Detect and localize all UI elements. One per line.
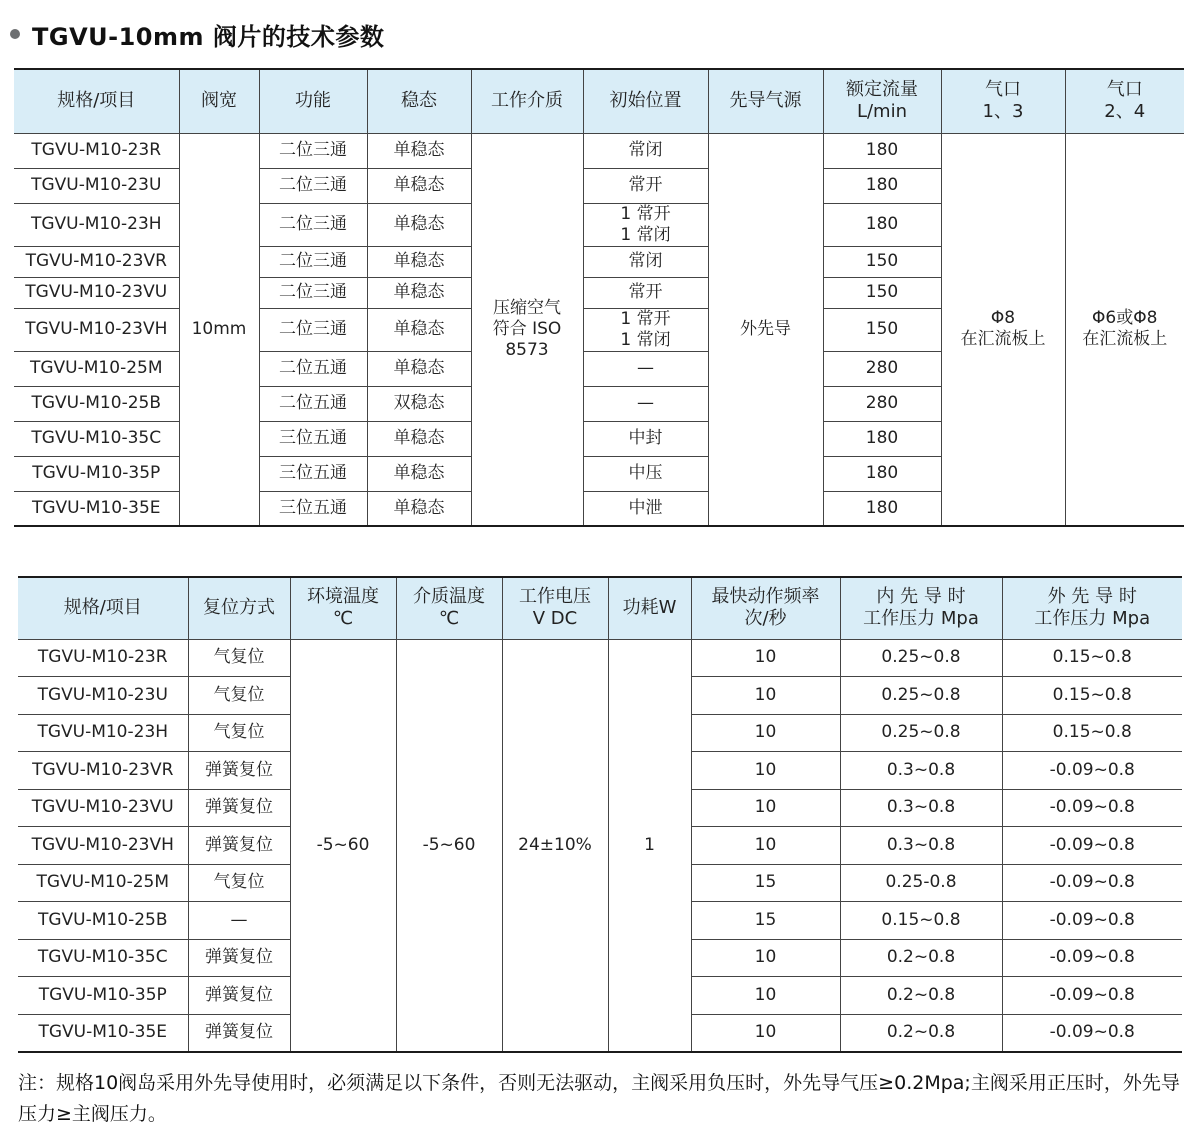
section-header xyxy=(10,18,384,50)
col-header: 气口 2、4 xyxy=(1065,69,1184,133)
function-cell: 三位五通 xyxy=(259,491,367,526)
reset-mode-cell: — xyxy=(188,902,290,940)
table-row xyxy=(18,639,1182,677)
col-header: 工作电压 V DC xyxy=(502,577,608,639)
frequency-cell: 10 xyxy=(691,639,840,677)
function-cell: 二位三通 xyxy=(259,133,367,168)
col-header: 工作介质 xyxy=(471,69,583,133)
pilot-source-cell: 外先导 xyxy=(708,133,823,526)
model-cell: TGVU-M10-25M xyxy=(18,864,188,902)
reset-mode-cell: 弹簧复位 xyxy=(188,827,290,865)
state-cell: 单稳态 xyxy=(367,351,471,386)
flow-cell: 280 xyxy=(823,386,941,421)
inner-pilot-pressure-cell: 0.25~0.8 xyxy=(840,677,1002,715)
col-header: 稳态 xyxy=(367,69,471,133)
model-cell: TGVU-M10-35P xyxy=(18,977,188,1015)
function-cell: 二位五通 xyxy=(259,386,367,421)
flow-cell: 180 xyxy=(823,168,941,203)
outer-pilot-pressure-cell: -0.09~0.8 xyxy=(1002,789,1182,827)
function-cell: 二位三通 xyxy=(259,203,367,246)
state-cell: 单稳态 xyxy=(367,133,471,168)
flow-cell: 180 xyxy=(823,421,941,456)
model-cell: TGVU-M10-23VR xyxy=(18,752,188,790)
reset-mode-cell: 弹簧复位 xyxy=(188,1014,290,1052)
inner-pilot-pressure-cell: 0.3~0.8 xyxy=(840,789,1002,827)
function-cell: 二位三通 xyxy=(259,246,367,277)
reset-mode-cell: 弹簧复位 xyxy=(188,789,290,827)
flow-cell: 180 xyxy=(823,456,941,491)
outer-pilot-pressure-cell: 0.15~0.8 xyxy=(1002,677,1182,715)
port-13-cell: Φ8 在汇流板上 xyxy=(941,133,1065,526)
inner-pilot-pressure-cell: 0.25~0.8 xyxy=(840,639,1002,677)
frequency-cell: 10 xyxy=(691,977,840,1015)
initial-position-cell: 中泄 xyxy=(583,491,708,526)
reset-mode-cell: 弹簧复位 xyxy=(188,977,290,1015)
footnote: 注：规格10阀岛采用外先导使用时，必须满足以下条件，否则无法驱动，主阀采用负压时，外先导气压≥0.2Mpa;主阀采用正压时，外先导压力≥主阀压力。 xyxy=(18,1072,1180,1125)
inner-pilot-pressure-cell: 0.2~0.8 xyxy=(840,939,1002,977)
frequency-cell: 10 xyxy=(691,789,840,827)
function-cell: 三位五通 xyxy=(259,421,367,456)
state-cell: 单稳态 xyxy=(367,277,471,308)
function-cell: 二位三通 xyxy=(259,168,367,203)
outer-pilot-pressure-cell: -0.09~0.8 xyxy=(1002,1014,1182,1052)
model-cell: TGVU-M10-23VR xyxy=(14,246,179,277)
model-cell: TGVU-M10-23H xyxy=(14,203,179,246)
table-row xyxy=(14,133,1184,168)
bullet-icon xyxy=(10,29,20,39)
col-header: 阀宽 xyxy=(179,69,259,133)
outer-pilot-pressure-cell: 0.15~0.8 xyxy=(1002,639,1182,677)
col-header: 复位方式 xyxy=(188,577,290,639)
state-cell: 单稳态 xyxy=(367,456,471,491)
outer-pilot-pressure-cell: -0.09~0.8 xyxy=(1002,752,1182,790)
power-cell: 1 xyxy=(608,639,691,1052)
col-header: 规格/项目 xyxy=(18,577,188,639)
reset-mode-cell: 气复位 xyxy=(188,714,290,752)
state-cell: 单稳态 xyxy=(367,203,471,246)
voltage-cell: 24±10% xyxy=(502,639,608,1052)
model-cell: TGVU-M10-23VH xyxy=(18,827,188,865)
model-cell: TGVU-M10-35E xyxy=(14,491,179,526)
initial-position-cell: — xyxy=(583,351,708,386)
pressure-spec-table xyxy=(18,576,1182,1053)
frequency-cell: 10 xyxy=(691,752,840,790)
model-cell: TGVU-M10-35C xyxy=(18,939,188,977)
col-header: 功能 xyxy=(259,69,367,133)
reset-mode-cell: 弹簧复位 xyxy=(188,939,290,977)
inner-pilot-pressure-cell: 0.15~0.8 xyxy=(840,902,1002,940)
state-cell: 单稳态 xyxy=(367,246,471,277)
initial-position-cell: 常闭 xyxy=(583,133,708,168)
initial-position-cell: — xyxy=(583,386,708,421)
col-header: 气口 1、3 xyxy=(941,69,1065,133)
initial-position-cell: 1 常开 1 常闭 xyxy=(583,203,708,246)
model-cell: TGVU-M10-23VU xyxy=(14,277,179,308)
col-header: 规格/项目 xyxy=(14,69,179,133)
model-cell: TGVU-M10-25B xyxy=(18,902,188,940)
initial-position-cell: 常开 xyxy=(583,168,708,203)
state-cell: 单稳态 xyxy=(367,308,471,351)
col-header: 先导气源 xyxy=(708,69,823,133)
port-24-cell: Φ6或Φ8 在汇流板上 xyxy=(1065,133,1184,526)
model-cell: TGVU-M10-35C xyxy=(14,421,179,456)
medium-cell: 压缩空气 符合 ISO 8573 xyxy=(471,133,583,526)
inner-pilot-pressure-cell: 0.2~0.8 xyxy=(840,977,1002,1015)
model-cell: TGVU-M10-23U xyxy=(14,168,179,203)
outer-pilot-pressure-cell: -0.09~0.8 xyxy=(1002,902,1182,940)
model-cell: TGVU-M10-25M xyxy=(14,351,179,386)
inner-pilot-pressure-cell: 0.3~0.8 xyxy=(840,827,1002,865)
model-cell: TGVU-M10-35E xyxy=(18,1014,188,1052)
outer-pilot-pressure-cell: 0.15~0.8 xyxy=(1002,714,1182,752)
col-header: 内 先 导 时 工作压力 Mpa xyxy=(840,577,1002,639)
flow-cell: 180 xyxy=(823,133,941,168)
model-cell: TGVU-M10-35P xyxy=(14,456,179,491)
initial-position-cell: 常开 xyxy=(583,277,708,308)
col-header: 最快动作频率 次/秒 xyxy=(691,577,840,639)
state-cell: 单稳态 xyxy=(367,168,471,203)
frequency-cell: 15 xyxy=(691,902,840,940)
table2-header-row xyxy=(18,577,1182,639)
outer-pilot-pressure-cell: -0.09~0.8 xyxy=(1002,939,1182,977)
col-header: 介质温度 ℃ xyxy=(396,577,502,639)
model-cell: TGVU-M10-23R xyxy=(18,639,188,677)
model-cell: TGVU-M10-23U xyxy=(18,677,188,715)
reset-mode-cell: 弹簧复位 xyxy=(188,752,290,790)
flow-cell: 150 xyxy=(823,308,941,351)
inner-pilot-pressure-cell: 0.3~0.8 xyxy=(840,752,1002,790)
state-cell: 双稳态 xyxy=(367,386,471,421)
medium-temp-cell: -5~60 xyxy=(396,639,502,1052)
frequency-cell: 10 xyxy=(691,827,840,865)
function-cell: 三位五通 xyxy=(259,456,367,491)
model-cell: TGVU-M10-23H xyxy=(18,714,188,752)
reset-mode-cell: 气复位 xyxy=(188,677,290,715)
frequency-cell: 10 xyxy=(691,714,840,752)
table1-header-row xyxy=(14,69,1184,133)
valve-spec-table xyxy=(14,68,1184,527)
flow-cell: 180 xyxy=(823,203,941,246)
col-header: 外 先 导 时 工作压力 Mpa xyxy=(1002,577,1182,639)
model-cell: TGVU-M10-23VU xyxy=(18,789,188,827)
state-cell: 单稳态 xyxy=(367,421,471,456)
state-cell: 单稳态 xyxy=(367,491,471,526)
model-cell: TGVU-M10-23VH xyxy=(14,308,179,351)
frequency-cell: 10 xyxy=(691,939,840,977)
inner-pilot-pressure-cell: 0.25~0.8 xyxy=(840,714,1002,752)
initial-position-cell: 1 常开 1 常闭 xyxy=(583,308,708,351)
inner-pilot-pressure-cell: 0.25-0.8 xyxy=(840,864,1002,902)
flow-cell: 180 xyxy=(823,491,941,526)
outer-pilot-pressure-cell: -0.09~0.8 xyxy=(1002,977,1182,1015)
valve-width-cell: 10mm xyxy=(179,133,259,526)
outer-pilot-pressure-cell: -0.09~0.8 xyxy=(1002,827,1182,865)
function-cell: 二位五通 xyxy=(259,351,367,386)
initial-position-cell: 常闭 xyxy=(583,246,708,277)
col-header: 环境温度 ℃ xyxy=(290,577,396,639)
inner-pilot-pressure-cell: 0.2~0.8 xyxy=(840,1014,1002,1052)
col-header: 额定流量 L/min xyxy=(823,69,941,133)
page-title: TGVU-10mm 阀片的技术参数 xyxy=(32,22,385,51)
frequency-cell: 15 xyxy=(691,864,840,902)
initial-position-cell: 中压 xyxy=(583,456,708,491)
ambient-temp-cell: -5~60 xyxy=(290,639,396,1052)
col-header: 初始位置 xyxy=(583,69,708,133)
frequency-cell: 10 xyxy=(691,1014,840,1052)
frequency-cell: 10 xyxy=(691,677,840,715)
model-cell: TGVU-M10-23R xyxy=(14,133,179,168)
reset-mode-cell: 气复位 xyxy=(188,864,290,902)
function-cell: 二位三通 xyxy=(259,277,367,308)
reset-mode-cell: 气复位 xyxy=(188,639,290,677)
flow-cell: 150 xyxy=(823,246,941,277)
flow-cell: 150 xyxy=(823,277,941,308)
flow-cell: 280 xyxy=(823,351,941,386)
function-cell: 二位三通 xyxy=(259,308,367,351)
model-cell: TGVU-M10-25B xyxy=(14,386,179,421)
outer-pilot-pressure-cell: -0.09~0.8 xyxy=(1002,864,1182,902)
initial-position-cell: 中封 xyxy=(583,421,708,456)
col-header: 功耗W xyxy=(608,577,691,639)
